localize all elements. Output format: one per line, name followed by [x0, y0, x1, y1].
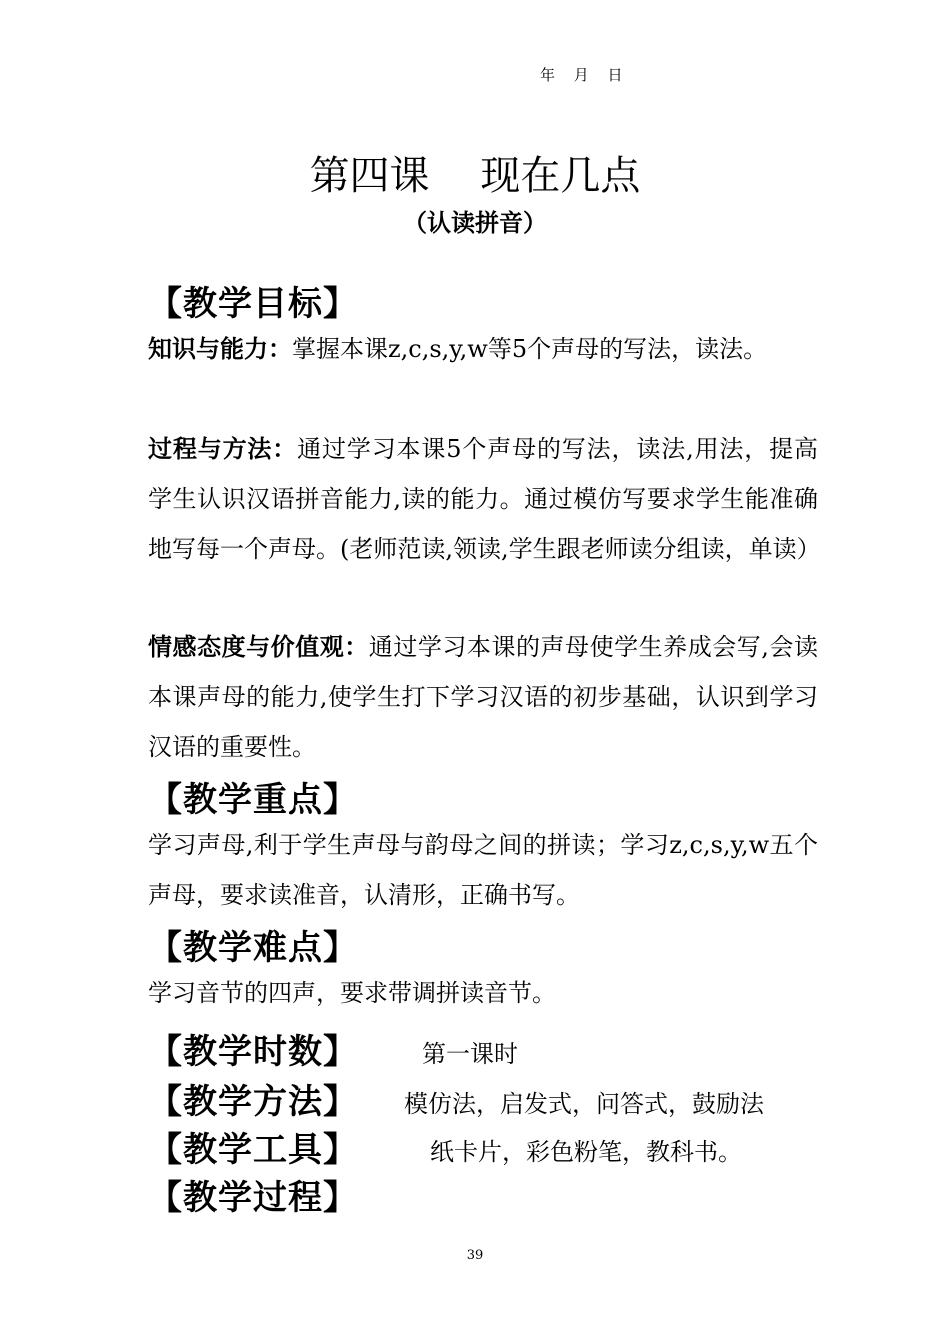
objective-attitude: [148, 622, 818, 772]
lesson-title: 第四课 现在几点: [309, 153, 641, 199]
page-number: 39: [466, 1248, 484, 1263]
objective-knowledge-text: 掌握本课z,c,s,y,w等5个声母的写法，读法。: [292, 335, 768, 363]
objective-process-text: 通过学习本课5个声母的写法，读法,用法，提高学生认识汉语拼音能力,读的能力。通过模仿写要求学生能准确地写每一个声母。(老师范读,领读,学生跟老师读分组读，单读）: [148, 435, 821, 563]
objective-attitude-text: 通过学习本课的声母使学生养成会写,会读本课声母的能力,使学生打下学习汉语的初步基础，认识到学习汉语的重要性。: [148, 633, 818, 761]
heading-process: 【教学过程】: [148, 1178, 358, 1218]
lesson-subtitle: （认读拼音）: [403, 209, 547, 237]
heading-key-points: 【教学重点】: [148, 780, 358, 820]
difficulties-text: 学习音节的四声，要求带调拼读音节。: [148, 979, 556, 1007]
heading-difficulties: 【教学难点】: [148, 928, 358, 968]
heading-tools: 【教学工具】: [148, 1130, 358, 1170]
objective-process: [148, 424, 821, 574]
objective-knowledge-label: 知识与能力：: [148, 335, 292, 363]
date-line: 年 月 日: [540, 66, 623, 84]
heading-hours: 【教学时数】: [148, 1032, 358, 1072]
objective-knowledge: [148, 324, 818, 374]
methods-value: 模仿法，启发式，问答式，鼓励法: [404, 1090, 764, 1118]
hours-value: 第一课时: [422, 1040, 518, 1068]
tools-value: 纸卡片，彩色粉笔，教科书。: [430, 1138, 742, 1166]
heading-objectives: 【教学目标】: [148, 284, 358, 324]
heading-methods: 【教学方法】: [148, 1082, 358, 1122]
objective-process-label: 过程与方法：: [148, 435, 298, 463]
key-points-text: 学习声母,利于学生声母与韵母之间的拼读；学习z,c,s,y,w五个声母，要求读准音，认清形，正确书写。: [148, 831, 818, 909]
objective-attitude-label: 情感态度与价值观：: [148, 633, 369, 661]
